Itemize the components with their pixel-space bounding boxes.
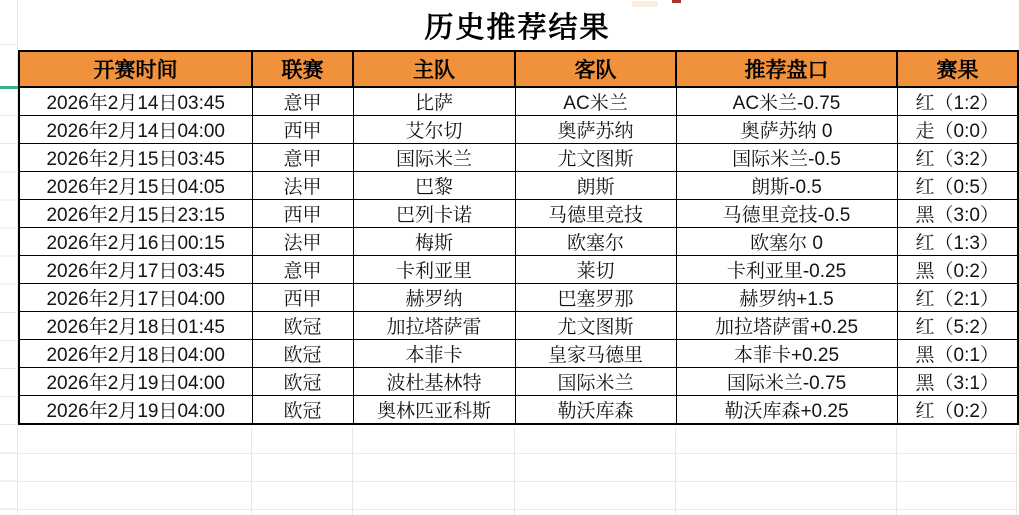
table-row bbox=[19, 256, 1018, 284]
table-row bbox=[19, 116, 1018, 144]
cell-start-time[interactable]: 2026年2月15日23:15 bbox=[19, 200, 252, 228]
grid-line bbox=[352, 427, 353, 515]
cell-handicap[interactable]: 欧塞尔 0 bbox=[676, 228, 897, 256]
cell-handicap[interactable]: 马德里竞技-0.5 bbox=[676, 200, 897, 228]
cell-handicap[interactable]: 奥萨苏纳 0 bbox=[676, 116, 897, 144]
grid-line bbox=[514, 427, 515, 515]
cell-result[interactable]: 红（1:2） bbox=[897, 87, 1018, 116]
cell-start-time[interactable]: 2026年2月16日00:15 bbox=[19, 228, 252, 256]
cell-result[interactable]: 黑（0:2） bbox=[897, 256, 1018, 284]
cell-home-team[interactable]: 奥林匹亚科斯 bbox=[353, 396, 515, 425]
cell-start-time[interactable]: 2026年2月14日04:00 bbox=[19, 116, 252, 144]
cell-away-team[interactable]: 巴塞罗那 bbox=[515, 284, 676, 312]
col-header-result[interactable]: 赛果 bbox=[897, 51, 1018, 87]
cell-handicap[interactable]: 加拉塔萨雷+0.25 bbox=[676, 312, 897, 340]
cell-start-time[interactable]: 2026年2月15日03:45 bbox=[19, 144, 252, 172]
table-row bbox=[19, 396, 1018, 425]
grid-line bbox=[0, 481, 1019, 482]
row-header-strip bbox=[0, 88, 18, 509]
table-row bbox=[19, 312, 1018, 340]
cell-home-team[interactable]: 国际米兰 bbox=[353, 144, 515, 172]
cell-handicap[interactable]: 朗斯-0.5 bbox=[676, 172, 897, 200]
cell-result[interactable]: 黑（3:0） bbox=[897, 200, 1018, 228]
cell-away-team[interactable]: 欧塞尔 bbox=[515, 228, 676, 256]
cell-away-team[interactable]: 朗斯 bbox=[515, 172, 676, 200]
cell-league[interactable]: 意甲 bbox=[252, 256, 353, 284]
table-row bbox=[19, 284, 1018, 312]
cell-away-team[interactable]: 尤文图斯 bbox=[515, 312, 676, 340]
col-header-away-team[interactable]: 客队 bbox=[515, 51, 676, 87]
cell-away-team[interactable]: 尤文图斯 bbox=[515, 144, 676, 172]
cell-handicap[interactable]: 本菲卡+0.25 bbox=[676, 340, 897, 368]
cell-start-time[interactable]: 2026年2月18日04:00 bbox=[19, 340, 252, 368]
cell-handicap[interactable]: 赫罗纳+1.5 bbox=[676, 284, 897, 312]
cell-start-time[interactable]: 2026年2月18日01:45 bbox=[19, 312, 252, 340]
cell-result[interactable]: 红（3:2） bbox=[897, 144, 1018, 172]
cell-away-team[interactable]: 马德里竞技 bbox=[515, 200, 676, 228]
cell-handicap[interactable]: 勒沃库森+0.25 bbox=[676, 396, 897, 425]
cell-result[interactable]: 红（5:2） bbox=[897, 312, 1018, 340]
cell-start-time[interactable]: 2026年2月14日03:45 bbox=[19, 87, 252, 116]
cell-home-team[interactable]: 加拉塔萨雷 bbox=[353, 312, 515, 340]
cell-result[interactable]: 红（1:3） bbox=[897, 228, 1018, 256]
cell-league[interactable]: 欧冠 bbox=[252, 368, 353, 396]
cell-away-team[interactable]: 勒沃库森 bbox=[515, 396, 676, 425]
cell-home-team[interactable]: 比萨 bbox=[353, 87, 515, 116]
cell-home-team[interactable]: 梅斯 bbox=[353, 228, 515, 256]
cell-away-team[interactable]: 皇家马德里 bbox=[515, 340, 676, 368]
grid-line bbox=[0, 509, 1019, 510]
cell-result[interactable]: 红（2:1） bbox=[897, 284, 1018, 312]
cell-result[interactable]: 黑（3:1） bbox=[897, 368, 1018, 396]
cell-home-team[interactable]: 巴列卡诺 bbox=[353, 200, 515, 228]
cell-handicap[interactable]: 国际米兰-0.75 bbox=[676, 368, 897, 396]
cell-handicap[interactable]: 国际米兰-0.5 bbox=[676, 144, 897, 172]
table-row bbox=[19, 172, 1018, 200]
cell-result[interactable]: 黑（0:1） bbox=[897, 340, 1018, 368]
cell-league[interactable]: 西甲 bbox=[252, 116, 353, 144]
cell-start-time[interactable]: 2026年2月19日04:00 bbox=[19, 368, 252, 396]
cell-handicap[interactable]: 卡利亚里-0.25 bbox=[676, 256, 897, 284]
table-row bbox=[19, 200, 1018, 228]
table-row bbox=[19, 87, 1018, 116]
cell-league[interactable]: 欧冠 bbox=[252, 396, 353, 425]
cell-home-team[interactable]: 卡利亚里 bbox=[353, 256, 515, 284]
grid-line bbox=[896, 427, 897, 515]
cell-league[interactable]: 欧冠 bbox=[252, 312, 353, 340]
results-table bbox=[18, 50, 1019, 425]
page-title[interactable]: 历史推荐结果 bbox=[424, 12, 611, 44]
table-row bbox=[19, 144, 1018, 172]
cell-league[interactable]: 欧冠 bbox=[252, 340, 353, 368]
cell-away-team[interactable]: 奥萨苏纳 bbox=[515, 116, 676, 144]
cell-away-team[interactable]: AC米兰 bbox=[515, 87, 676, 116]
table-row bbox=[19, 368, 1018, 396]
cell-start-time[interactable]: 2026年2月19日04:00 bbox=[19, 396, 252, 425]
grid-line bbox=[0, 453, 1019, 454]
cell-home-team[interactable]: 波杜基林特 bbox=[353, 368, 515, 396]
cell-home-team[interactable]: 赫罗纳 bbox=[353, 284, 515, 312]
cell-home-team[interactable]: 巴黎 bbox=[353, 172, 515, 200]
cell-league[interactable]: 西甲 bbox=[252, 200, 353, 228]
cell-result[interactable]: 红（0:5） bbox=[897, 172, 1018, 200]
grid-line bbox=[251, 427, 252, 515]
cell-league[interactable]: 西甲 bbox=[252, 284, 353, 312]
cell-start-time[interactable]: 2026年2月15日04:05 bbox=[19, 172, 252, 200]
cell-start-time[interactable]: 2026年2月17日04:00 bbox=[19, 284, 252, 312]
table-row bbox=[19, 340, 1018, 368]
table-row bbox=[19, 228, 1018, 256]
cell-result[interactable]: 走（0:0） bbox=[897, 116, 1018, 144]
col-header-start-time[interactable]: 开赛时间 bbox=[19, 51, 252, 87]
cell-league[interactable]: 意甲 bbox=[252, 144, 353, 172]
top-edge-red-mark bbox=[672, 0, 681, 3]
grid-line bbox=[0, 44, 18, 45]
cell-start-time[interactable]: 2026年2月17日03:45 bbox=[19, 256, 252, 284]
cell-handicap[interactable]: AC米兰-0.75 bbox=[676, 87, 897, 116]
table-body bbox=[19, 87, 1018, 424]
header-row bbox=[19, 51, 1018, 87]
cell-league[interactable]: 意甲 bbox=[252, 87, 353, 116]
freeze-pane-green-mark bbox=[0, 86, 18, 89]
grid-line bbox=[1016, 427, 1017, 515]
cell-league[interactable]: 法甲 bbox=[252, 172, 353, 200]
col-header-handicap[interactable]: 推荐盘口 bbox=[676, 51, 897, 87]
cell-away-team[interactable]: 国际米兰 bbox=[515, 368, 676, 396]
cell-home-team[interactable]: 本菲卡 bbox=[353, 340, 515, 368]
grid-line bbox=[675, 427, 676, 515]
cell-home-team[interactable]: 艾尔切 bbox=[353, 116, 515, 144]
col-header-home-team[interactable]: 主队 bbox=[353, 51, 515, 87]
col-header-league[interactable]: 联赛 bbox=[252, 51, 353, 87]
cell-result[interactable]: 红（0:2） bbox=[897, 396, 1018, 425]
cell-away-team[interactable]: 莱切 bbox=[515, 256, 676, 284]
cell-league[interactable]: 法甲 bbox=[252, 228, 353, 256]
